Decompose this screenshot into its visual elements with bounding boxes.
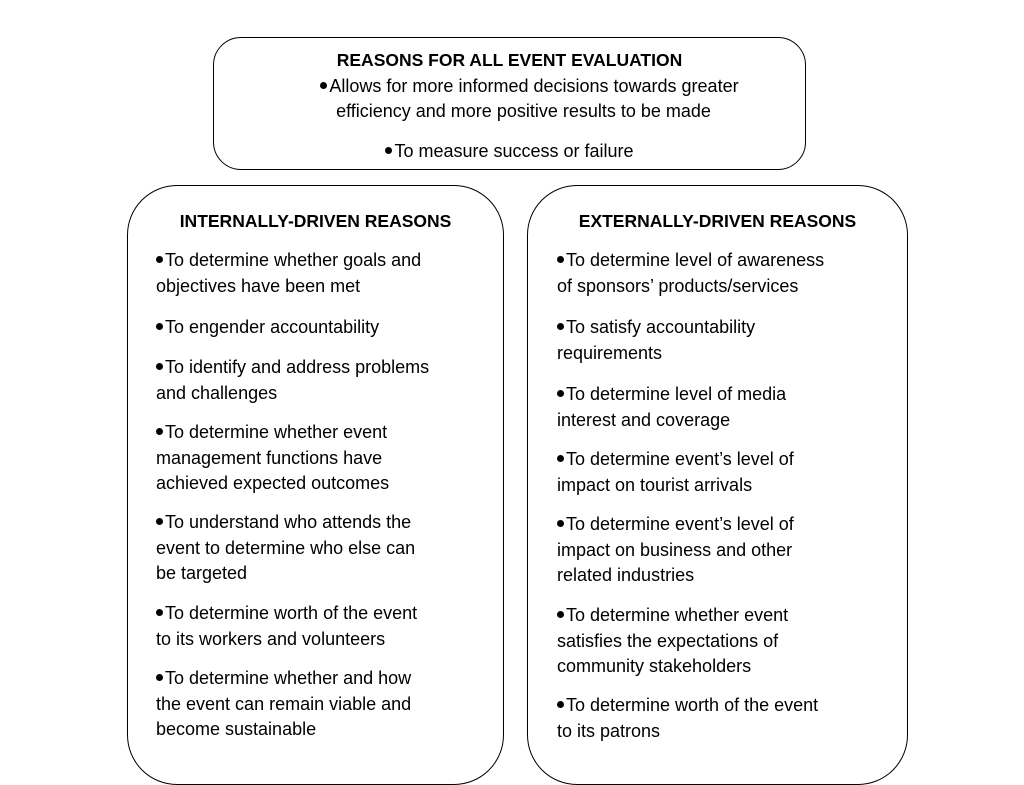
internal-reason-4: To determine whether event management functions have achieved expected outcomes bbox=[156, 422, 390, 493]
bullet-icon bbox=[156, 428, 163, 435]
externally-driven-title: EXTERNALLY-DRIVEN REASONS bbox=[578, 211, 857, 231]
internal-reason-5: To understand who attends the event to determine who else can be targeted bbox=[156, 512, 416, 583]
bullet-icon bbox=[385, 147, 392, 154]
bullet-icon bbox=[557, 455, 564, 462]
external-reason-7: To determine worth of the event to its patrons bbox=[557, 695, 819, 741]
bullet-icon bbox=[557, 390, 564, 397]
bullet-icon bbox=[557, 520, 564, 527]
bullet-icon bbox=[320, 82, 327, 89]
all-event-reason-2: To measure success or failure bbox=[214, 141, 805, 162]
externally-driven-box bbox=[527, 185, 908, 785]
bullet-icon bbox=[156, 518, 163, 525]
bullet-icon bbox=[156, 256, 163, 263]
bullet-icon bbox=[156, 609, 163, 616]
internal-reason-2: To engender accountability bbox=[156, 315, 379, 341]
internally-driven-box bbox=[127, 185, 504, 785]
all-event-reason-1-continued: efficiency and more positive results to be made bbox=[336, 101, 711, 121]
external-reason-5: To determine event’s level of impact on business and other related industries bbox=[557, 514, 794, 585]
external-reason-2: To satisfy accountability requirements bbox=[557, 317, 756, 363]
bullet-icon bbox=[557, 256, 564, 263]
bullet-icon bbox=[557, 323, 564, 330]
bullet-icon bbox=[156, 323, 163, 330]
internally-driven-title: INTERNALLY-DRIVEN REASONS bbox=[179, 211, 452, 231]
all-event-reason-1: Allows for more informed decisions towards greater bbox=[214, 76, 805, 97]
bullet-icon bbox=[156, 674, 163, 681]
all-event-evaluation-title: REASONS FOR ALL EVENT EVALUATION bbox=[336, 50, 683, 70]
internal-reason-7: To determine whether and how the event can remain viable and become sustainable bbox=[156, 668, 412, 739]
bullet-icon bbox=[557, 701, 564, 708]
bullet-icon bbox=[156, 363, 163, 370]
bullet-icon bbox=[557, 611, 564, 618]
external-reason-1: To determine level of awareness of sponsors’ products/services bbox=[557, 250, 825, 296]
all-event-evaluation-box bbox=[213, 37, 806, 170]
external-reason-6: To determine whether event satisfies the expectations of community stakeholders bbox=[557, 605, 789, 676]
internal-reason-3: To identify and address problems and challenges bbox=[156, 357, 430, 403]
external-reason-4: To determine event’s level of impact on tourist arrivals bbox=[557, 449, 794, 495]
external-reason-3: To determine level of media interest and coverage bbox=[557, 384, 787, 430]
internal-reason-6: To determine worth of the event to its workers and volunteers bbox=[156, 603, 418, 649]
internal-reason-1: To determine whether goals and objectives have been met bbox=[156, 250, 422, 296]
